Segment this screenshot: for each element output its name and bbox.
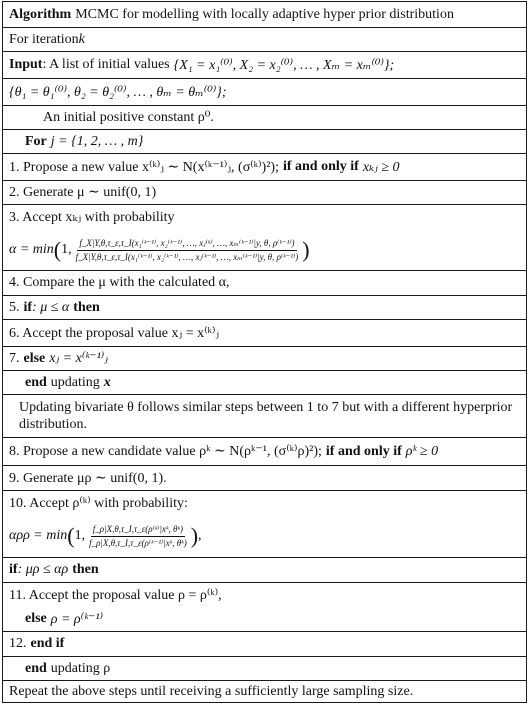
step-3-text: 3. Accept xₖⱼ with probability: [9, 210, 175, 225]
alpha-formula-row: [3, 230, 526, 270]
step-5-num: 5.: [9, 299, 20, 315]
end-x-text: updating: [50, 374, 100, 390]
rho-init-row: [3, 105, 526, 129]
for-row: [3, 129, 526, 153]
step-9-row: [3, 465, 526, 490]
step-1-bold: if and only if: [282, 159, 359, 174]
bivariate-row: [3, 394, 526, 437]
step-8-condition: ρᵏ ≥ 0: [405, 443, 439, 459]
algorithm-title-row: [3, 2, 526, 27]
step-12-num: 12.: [9, 636, 27, 651]
step-11-text: 11. Accept the proposal value ρ = ρ⁽ᵏ⁾,: [9, 587, 222, 603]
step-5-if: if: [23, 299, 33, 315]
iteration-var: k: [78, 31, 85, 47]
alpha-rho-fraction: [87, 524, 189, 549]
step-7-row: [3, 346, 526, 370]
end-x-label: end: [25, 374, 47, 390]
alpha-rho-numerator: f_ρ|X,θ,τ_I,τ_ε(ρ⁽ᵏ⁾|xᵏ, θᵏ): [91, 524, 185, 537]
if-rho-row: [3, 557, 526, 582]
else-rho-label: else: [25, 611, 47, 626]
step-7-else: else: [23, 350, 46, 366]
step-5-condition: : μ ≤ α: [32, 299, 70, 315]
end-rho-text: updating ρ: [50, 660, 111, 676]
step-5-then: then: [73, 299, 100, 315]
alpha-close-paren: ): [302, 237, 310, 262]
iteration-row: [3, 27, 526, 51]
step-4-row: [3, 270, 526, 295]
rho-init-text: An initial positive constant ρ⁰.: [43, 110, 214, 125]
alpha-rho-open-paren: (: [67, 523, 75, 548]
for-equation: j = {1, 2, … , m}: [50, 133, 144, 149]
algorithm-label: Algorithm: [9, 6, 72, 22]
step-7-num: 7.: [9, 350, 20, 366]
iteration-prefix: For iteration: [9, 31, 79, 47]
end-rho-row: [3, 656, 526, 680]
step-3-row: [3, 204, 526, 230]
alpha-rho-close-paren: ): [190, 523, 199, 548]
end-x-var: x: [103, 374, 111, 390]
input-label: Input: [9, 57, 43, 72]
input-text: : A list of initial values: [42, 57, 170, 72]
step-9-text: 9. Generate μρ ∼ unif(0, 1).: [9, 470, 167, 486]
end-rho-label: end: [25, 660, 47, 676]
step-7-equation: xⱼ = x⁽ᵏ⁻¹⁾ⱼ: [49, 351, 108, 366]
step-2-row: [3, 180, 526, 204]
if-rho-condition: : μρ ≤ αρ: [17, 562, 69, 577]
alpha-rho-lhs: αρρ = min: [9, 528, 68, 543]
step-12-text: end if: [30, 636, 65, 651]
alpha-rho-one: 1,: [74, 528, 86, 543]
theta-equation: {θ₁ = θ₁⁽⁰⁾, θ₂ = θ₂⁽⁰⁾, … , θₘ = θₘ⁽⁰⁾};: [9, 84, 227, 100]
alpha-fraction: [74, 238, 301, 263]
step-1-condition: xₖⱼ ≥ 0: [362, 159, 400, 175]
step-4-text: 4. Compare the μ with the calculated α,: [9, 275, 230, 290]
input-equation: {X₁ = x₁⁽⁰⁾, X₂ = x₂⁽⁰⁾, … , Xₘ = xₘ⁽⁰⁾};: [173, 57, 395, 73]
step-6-text: 6. Accept the proposal value xⱼ = x⁽ᵏ⁾ⱼ: [9, 325, 220, 341]
step-1-text: 1. Propose a new value x⁽ᵏ⁾ⱼ ∼ N(x⁽ᵏ⁻¹⁾ⱼ, (σ⁽ᵏ⁾)²);: [9, 159, 279, 175]
step-1-row: [3, 153, 526, 180]
step-8-bold: if and only if: [325, 443, 402, 459]
else-rho-row: [3, 607, 526, 631]
repeat-row: [3, 680, 526, 702]
step-5-row: [3, 295, 526, 319]
step-8-row: [3, 437, 526, 465]
step-10-text: 10. Accept ρ⁽ᵏ⁾ with probability:: [9, 495, 188, 511]
alpha-denominator: f_X|Y,θ,τ_ε,τ_I(x₁⁽ᵏ⁻¹⁾, x₂⁽ᵏ⁻¹⁾, …, xⱼ⁽ᵏ⁻¹⁾, …, xₘ⁽ᵏ⁻¹⁾|y, θ, ρ⁽ᵏ⁻¹⁾): [75, 251, 299, 262]
end-x-row: [3, 370, 526, 394]
step-6-row: [3, 319, 526, 346]
step-12-row: [3, 631, 526, 656]
alpha-one: 1,: [61, 242, 72, 257]
algorithm-title: MCMC for modelling with locally adaptive hyper prior distribution: [75, 6, 454, 22]
alpha-rho-formula-row: [3, 515, 526, 557]
input-row: [3, 51, 526, 78]
else-rho-equation: ρ = ρ⁽ᵏ⁻¹⁾: [50, 611, 104, 627]
step-10-row: [3, 490, 526, 515]
theta-row: [3, 78, 526, 105]
step-8-text: 8. Propose a new candidate value ρᵏ ∼ N(ρᵏ⁻¹, (σ⁽ᵏ⁾ρ)²);: [9, 444, 322, 459]
if-rho-then: then: [72, 562, 99, 577]
for-label: For: [25, 133, 47, 149]
bivariate-text: Updating bivariate θ follows similar steps between 1 to 7 but with a different hyperprior distribution.: [19, 400, 513, 432]
step-11-row: [3, 582, 526, 607]
alpha-rho-denominator: f_ρ|X,θ,τ_I,τ_ε(ρ⁽ᵏ⁻¹⁾|xᵏ, θᵏ): [89, 537, 187, 548]
if-rho-label: if: [9, 562, 18, 577]
alpha-open-paren: (: [53, 237, 62, 262]
step-2-text: 2. Generate μ ∼ unif(0, 1): [9, 185, 157, 200]
alpha-rho-tail: ,: [198, 528, 202, 543]
alpha-numerator: f_X|Y,θ,τ_ε,τ_I(x₁⁽ᵏ⁻¹⁾, x₂⁽ᵏ⁻¹⁾, …, xⱼ⁽ᵏ⁾, …, xₘ⁽ᵏ⁻¹⁾|y, θ, ρ⁽ᵏ⁻¹⁾): [77, 238, 296, 251]
repeat-text: Repeat the above steps until receiving a sufficiently large sampling size.: [9, 683, 414, 699]
alpha-lhs: α = min: [9, 242, 54, 257]
algorithm-table: [2, 1, 527, 703]
